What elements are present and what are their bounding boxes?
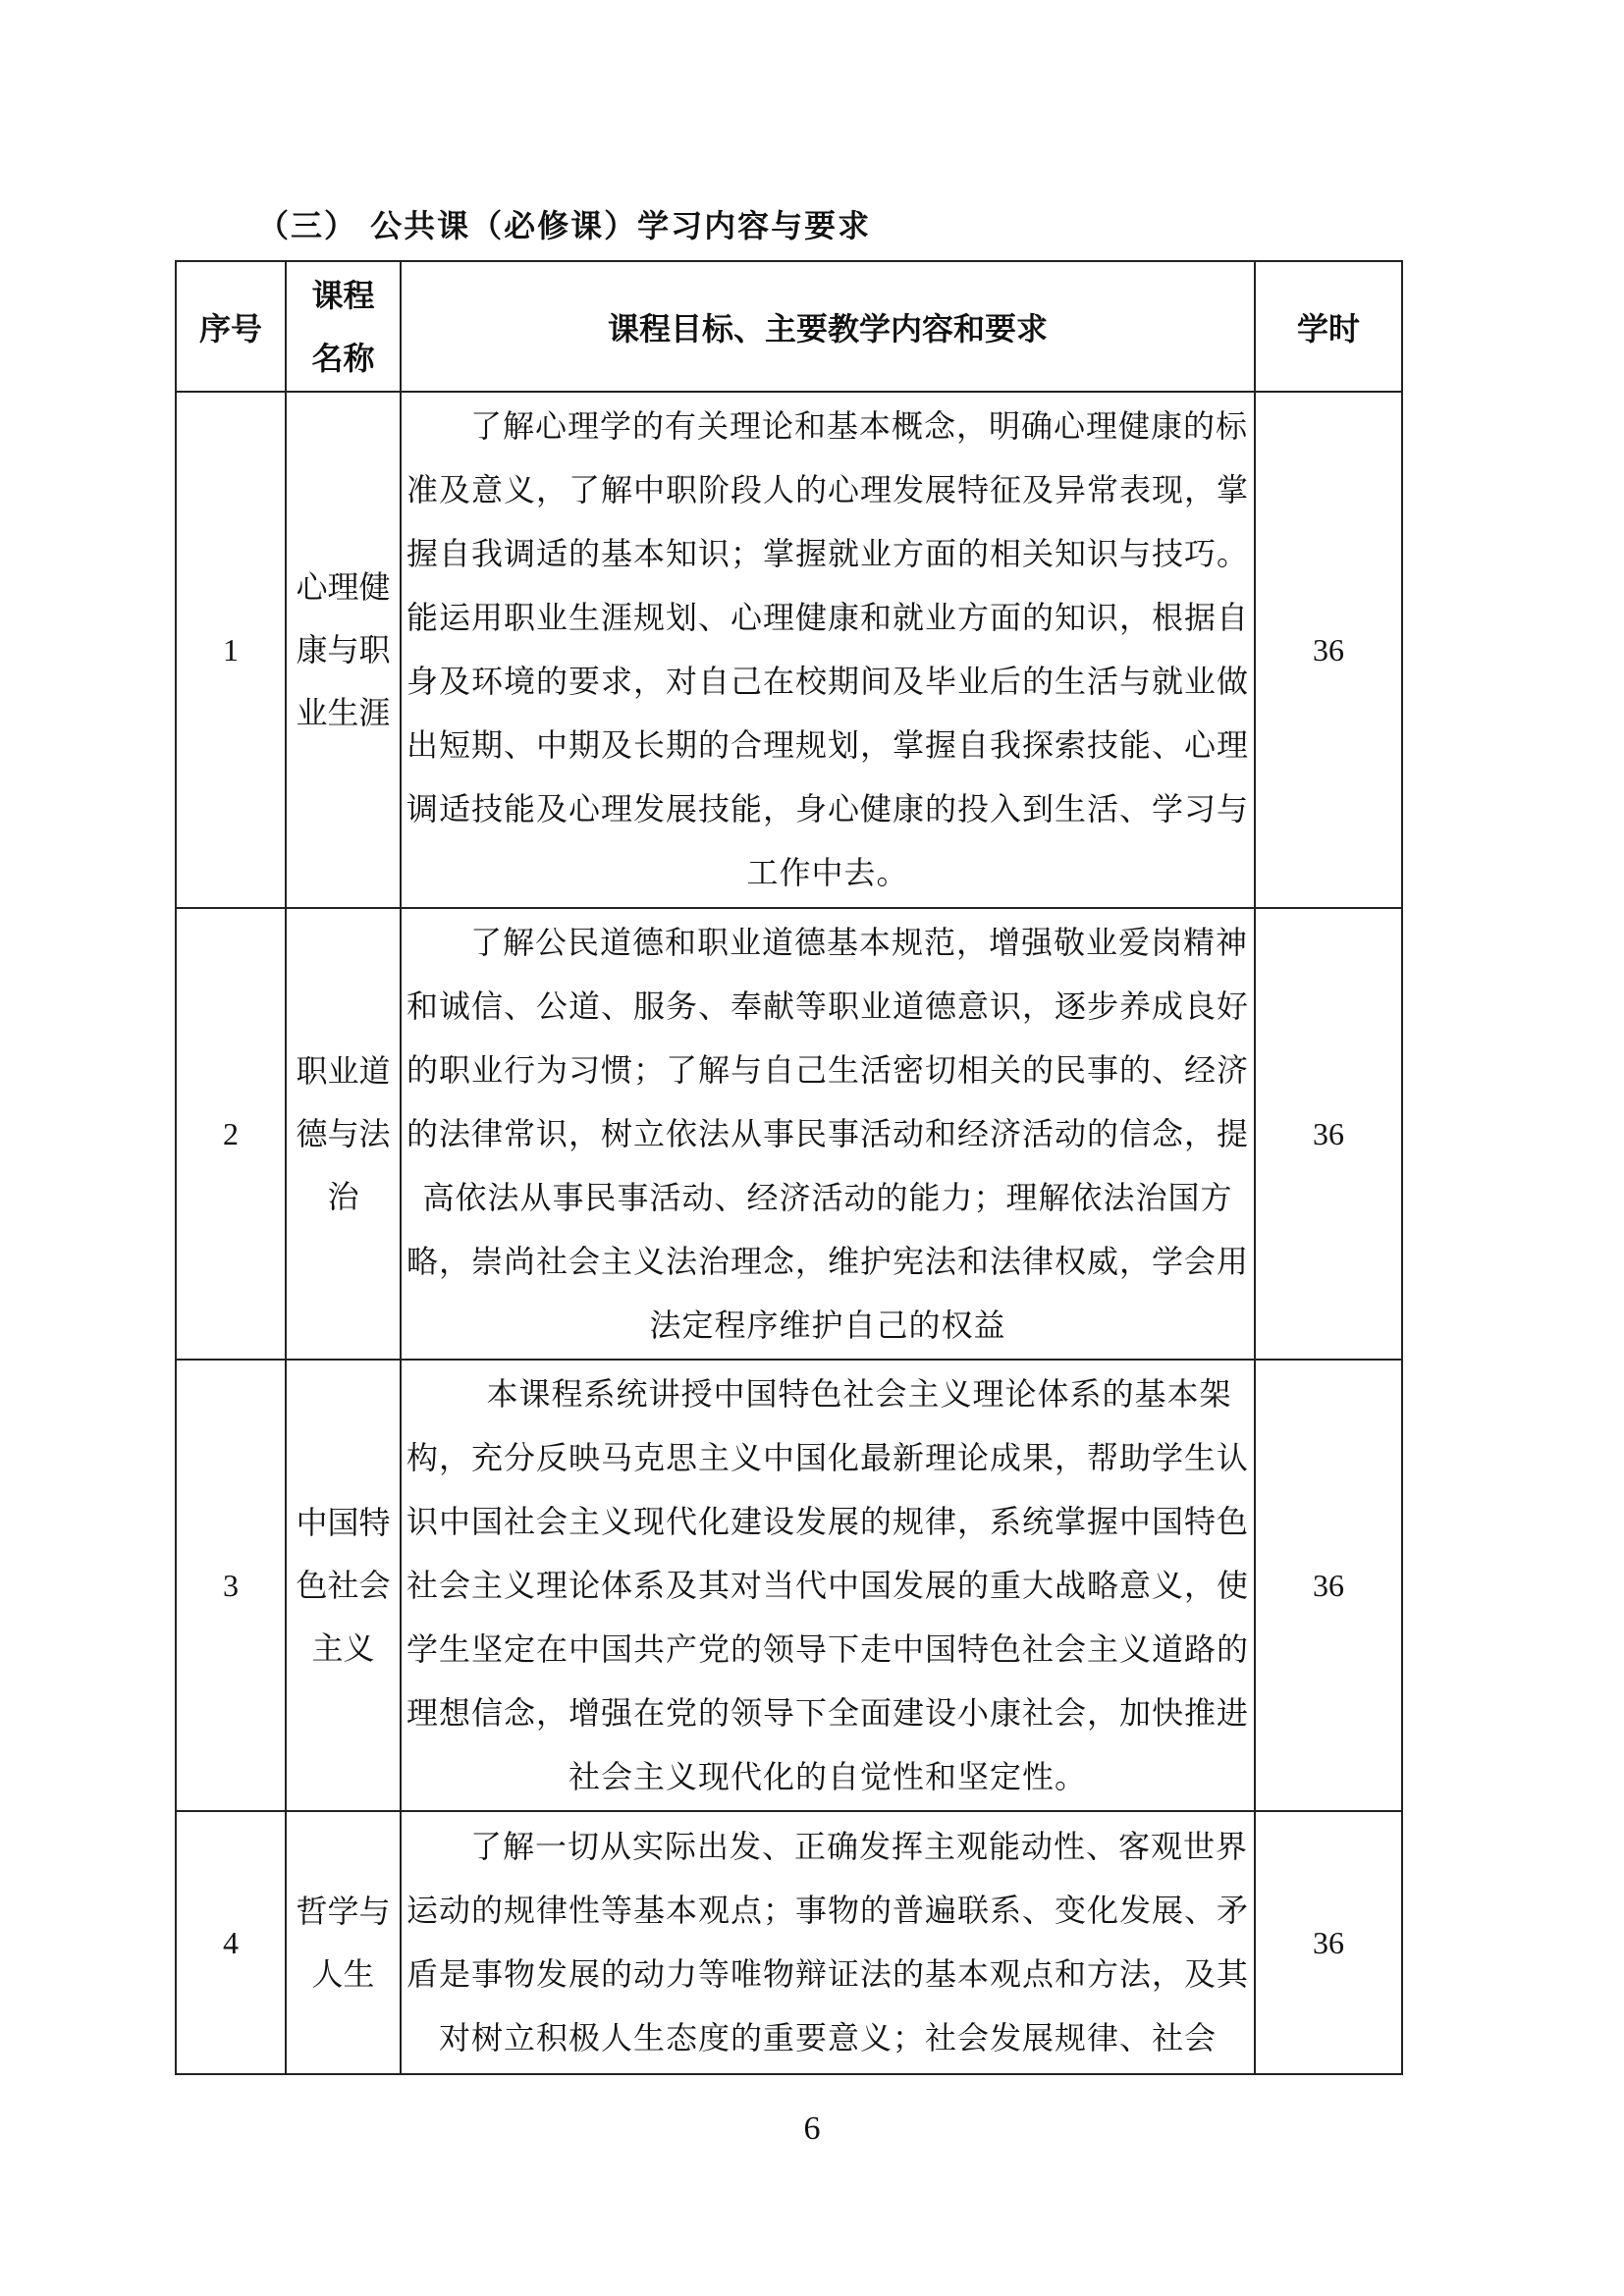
course-table <box>175 260 1403 2075</box>
row-content-text: 本课程系统讲授中国特色社会主义理论体系的基本架构，充分反映马克思主义中国化最新理论成果，帮助学生认识中国社会主义现代化建设发展的规律，系统掌握中国特色社会主义理论体系及其对当代中国发展的重大战略意义，使学生坚定在中国共产党的领导下走中国特色社会主义道路的理想信念，增强在党的领导下全面建设小康社会，加快推进社会主义现代化的自觉性和坚定性。 <box>406 1374 1249 1795</box>
row-course-name: 职业道德与法治 <box>286 908 401 1360</box>
header-content: 课程目标、主要教学内容和要求 <box>401 261 1255 392</box>
row-hours: 36 <box>1255 392 1402 908</box>
table-row <box>176 1360 1402 1811</box>
header-name-line1: 课程 <box>311 276 375 314</box>
header-name <box>286 261 401 392</box>
row-content <box>401 1811 1255 2074</box>
header-row <box>176 261 1402 392</box>
row-content-text: 了解心理学的有关理论和基本概念，明确心理健康的标准及意义，了解中职阶段人的心理发展特征及异常表现，掌握自我调适的基本知识；掌握就业方面的相关知识与技巧。能运用职业生涯规划、心理健康和就业方面的知识，根据自身及环境的要求，对自己在校期间及毕业后的生活与就业做出短期、中期及长期的合理规划，掌握自我探索技能、心理调适技能及心理发展技能，身心健康的投入到生活、学习与工作中去。 <box>406 407 1249 891</box>
table-row <box>176 392 1402 908</box>
row-course-name: 中国特色社会主义 <box>286 1360 401 1811</box>
table-row <box>176 908 1402 1360</box>
row-content-text: 了解公民道德和职业道德基本规范，增强敬业爱岗精神和诚信、公道、服务、奉献等职业道德意识，逐步养成良好的职业行为习惯；了解与自己生活密切相关的民事的、经济的法律常识，树立依法从事民事活动和经济活动的信念，提高依法从事民事活动、经济活动的能力；理解依法治国方略，崇尚社会主义法治理念，维护宪法和法律权威，学会用法定程序维护自己的权益 <box>406 923 1249 1344</box>
row-course-name: 哲学与人生 <box>286 1811 401 2074</box>
row-content <box>401 1360 1255 1811</box>
table-row <box>176 1811 1402 2074</box>
row-hours: 36 <box>1255 1811 1402 2074</box>
header-index: 序号 <box>176 261 286 392</box>
header-name-line2: 名称 <box>311 339 375 377</box>
row-hours: 36 <box>1255 908 1402 1360</box>
row-index: 4 <box>176 1811 286 2074</box>
row-index: 1 <box>176 392 286 908</box>
row-content <box>401 908 1255 1360</box>
row-index: 2 <box>176 908 286 1360</box>
header-hours: 学时 <box>1255 261 1402 392</box>
row-content-text: 了解一切从实际出发、正确发挥主观能动性、客观世界运动的规律性等基本观点；事物的普遍联系、变化发展、矛盾是事物发展的动力等唯物辩证法的基本观点和方法，及其对树立积极人生态度的重要意义；社会发展规律、社会 <box>406 1828 1249 2056</box>
row-index: 3 <box>176 1360 286 1811</box>
row-content <box>401 392 1255 908</box>
section-heading: （三） 公共课（必修课）学习内容与要求 <box>257 207 872 244</box>
page-number: 6 <box>803 2110 821 2147</box>
row-hours: 36 <box>1255 1360 1402 1811</box>
row-course-name: 心理健康与职业生涯 <box>286 392 401 908</box>
